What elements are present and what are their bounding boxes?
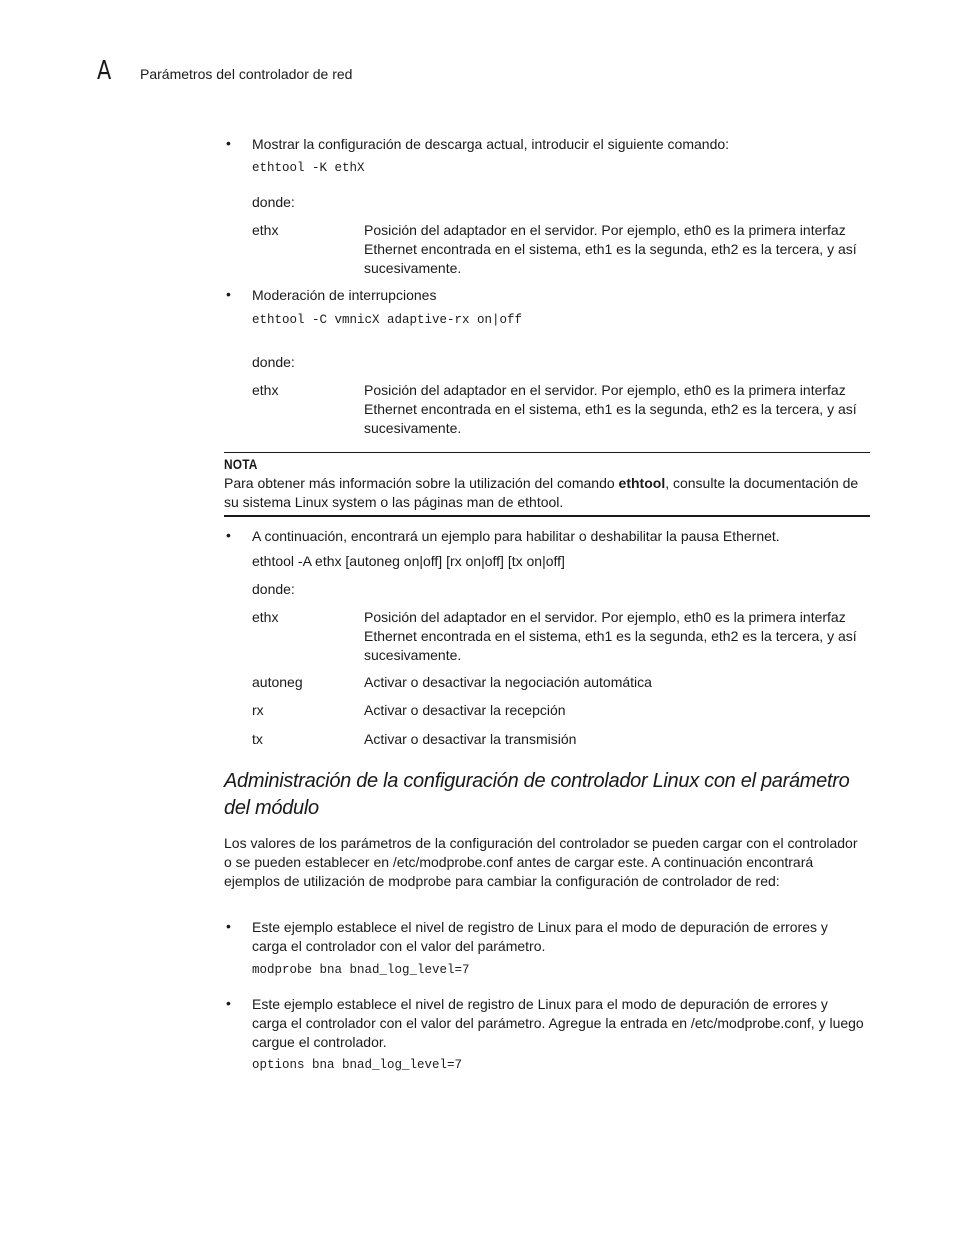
where-label: donde: — [252, 194, 295, 210]
note-top-rule — [224, 452, 870, 453]
bullet-marker: • — [226, 527, 231, 543]
bullet-marker: • — [226, 286, 231, 302]
parameter-term: ethx — [252, 382, 279, 398]
bullet-text: Este ejemplo establece el nivel de registro de Linux para el modo de depuración de errores y carga el controlador con el valor del parámetro. Agregue la entrada en /etc/modprobe.conf, y luego cargue el controlador. — [252, 996, 864, 1050]
where-label: donde: — [252, 581, 295, 597]
intro-paragraph: Los valores de los parámetros de la configuración del controlador se pueden cargar con el controlador o se pueden establecer en /etc/modprobe.conf antes de cargar este. A continuación encontrará ejemplos de utilización de modprobe para cambiar la configuración de controlador de red: — [224, 835, 858, 889]
command-line: options bna bnad_log_level=7 — [252, 1058, 463, 1072]
section-heading: Administración de la configuración de controlador Linux con el parámetro del módulo — [224, 770, 850, 819]
command-line: ethtool -C vmnicX adaptive-rx on|off — [252, 313, 523, 327]
bullet-text: Este ejemplo establece el nivel de registro de Linux para el modo de depuración de errores y carga el controlador con el valor del parámetro. — [252, 919, 828, 954]
parameter-definition: Posición del adaptador en el servidor. Por ejemplo, eth0 es la primera interfaz Ethernet encontrada en el sistema, eth1 es la segunda, eth2 es la tercera, y así sucesivamente. — [364, 382, 857, 436]
bullet-text: Mostrar la configuración de descarga actual, introducir el siguiente comando: — [252, 136, 730, 152]
parameter-definition: Activar o desactivar la negociación automática — [364, 674, 652, 690]
command-line: ethtool -K ethX — [252, 161, 365, 175]
parameter-definition: Posición del adaptador en el servidor. Por ejemplo, eth0 es la primera interfaz Ethernet encontrada en el sistema, eth1 es la segunda, eth2 es la tercera, y así sucesivamente. — [364, 609, 857, 663]
where-label: donde: — [252, 354, 295, 370]
parameter-definition: Activar o desactivar la recepción — [364, 702, 566, 718]
appendix-letter: A — [97, 56, 112, 86]
note-bottom-rule — [224, 515, 870, 517]
note-text: Para obtener más información sobre la utilización del comando ethtool, consulte la documentación de su sistema Linux system o las páginas man de ethtool. — [224, 475, 859, 510]
parameter-term: tx — [252, 731, 263, 747]
parameter-term: rx — [252, 702, 264, 718]
bullet-text: Moderación de interrupciones — [252, 287, 437, 303]
parameter-term: ethx — [252, 222, 279, 238]
command-line: ethtool -A ethx [autoneg on|off] [rx on|off] [tx on|off] — [252, 553, 565, 569]
parameter-term: autoneg — [252, 674, 303, 690]
bullet-marker: • — [226, 995, 231, 1011]
bullet-text: A continuación, encontrará un ejemplo para habilitar o deshabilitar la pausa Ethernet. — [252, 528, 780, 544]
note-title: NOTA — [224, 456, 258, 472]
parameter-definition: Activar o desactivar la transmisión — [364, 731, 577, 747]
note-command-name: ethtool — [618, 475, 666, 491]
running-header-title: Parámetros del controlador de red — [140, 66, 353, 82]
bullet-marker: • — [226, 918, 231, 934]
parameter-definition: Posición del adaptador en el servidor. Por ejemplo, eth0 es la primera interfaz Ethernet encontrada en el sistema, eth1 es la segunda, eth2 es la tercera, y así sucesivamente. — [364, 222, 857, 276]
parameter-term: ethx — [252, 609, 279, 625]
command-line: modprobe bna bnad_log_level=7 — [252, 963, 470, 977]
bullet-marker: • — [226, 135, 231, 151]
